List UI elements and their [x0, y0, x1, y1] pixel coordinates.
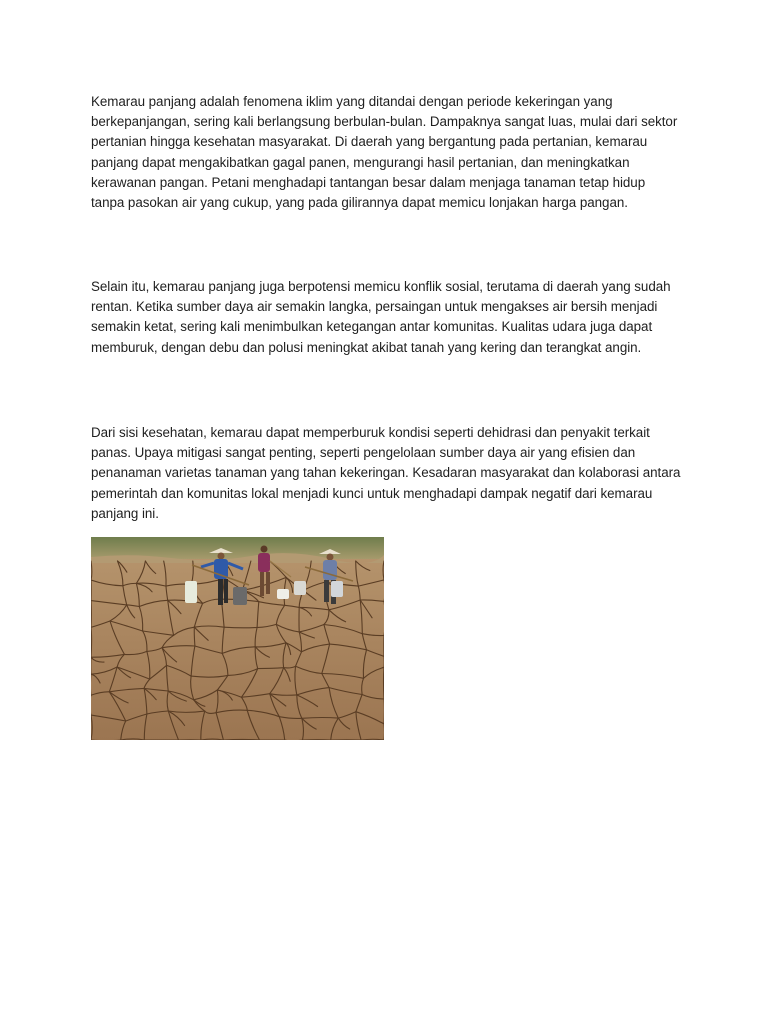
- soil-crack: [194, 627, 195, 646]
- paragraph-intro: Kemarau panjang adalah fenomena iklim yang ditandai dengan periode kekeringan yang berkepanjangan, sering kali berlangsung berbulan-bulan. Dampaknya sangat luas, mulai dari sektor pertanian hingga kesehatan masyarakat. Di daerah yang bergantung pada pertanian, kemarau panjang dapat mengakibatkan gagal panen, mengurangi hasil pertanian, dan meningkatkan kerawanan pangan. Petani menghadapi tantangan besar dalam menjaga tanaman tetap hidup tanpa pasokan air yang cukup, yang pada gilirannya dapat memicu lonjakan harga pangan.: [91, 94, 678, 211]
- soil-crack: [384, 667, 385, 699]
- drought-photo: [91, 537, 384, 740]
- cracked-field-illustration: [91, 537, 384, 740]
- paragraph-health-impact: Dari sisi kesehatan, kemarau dapat memperburuk kondisi seperti dehidrasi dan penyakit terkait panas. Upaya mitigasi sangat penting, seperti pengelolaan sumber daya air yang efisien dan penanaman varietas tanaman yang tahan kekeringan. Kesadaran masyarakat dan kolaborasi antara pemerintah dan komunitas lokal menjadi kunci untuk menghadapi dampak negatif dari kemarau panjang ini.: [91, 425, 681, 521]
- soil-crack: [224, 627, 257, 628]
- soil-crack: [91, 627, 92, 657]
- paragraph-social-impact: Selain itu, kemarau panjang juga berpotensi memicu konflik sosial, terutama di daerah yang sudah rentan. Ketika sumber daya air semakin langka, persaingan untuk mengakses air bersih menjadi semakin ketat, sering kali menimbulkan ketegangan antar komunitas. Kualitas udara juga dapat memburuk, dengan debu dan polusi meningkat akibat tanah yang kering dan terangkat angin.: [91, 279, 671, 355]
- soil-crack: [223, 739, 259, 740]
